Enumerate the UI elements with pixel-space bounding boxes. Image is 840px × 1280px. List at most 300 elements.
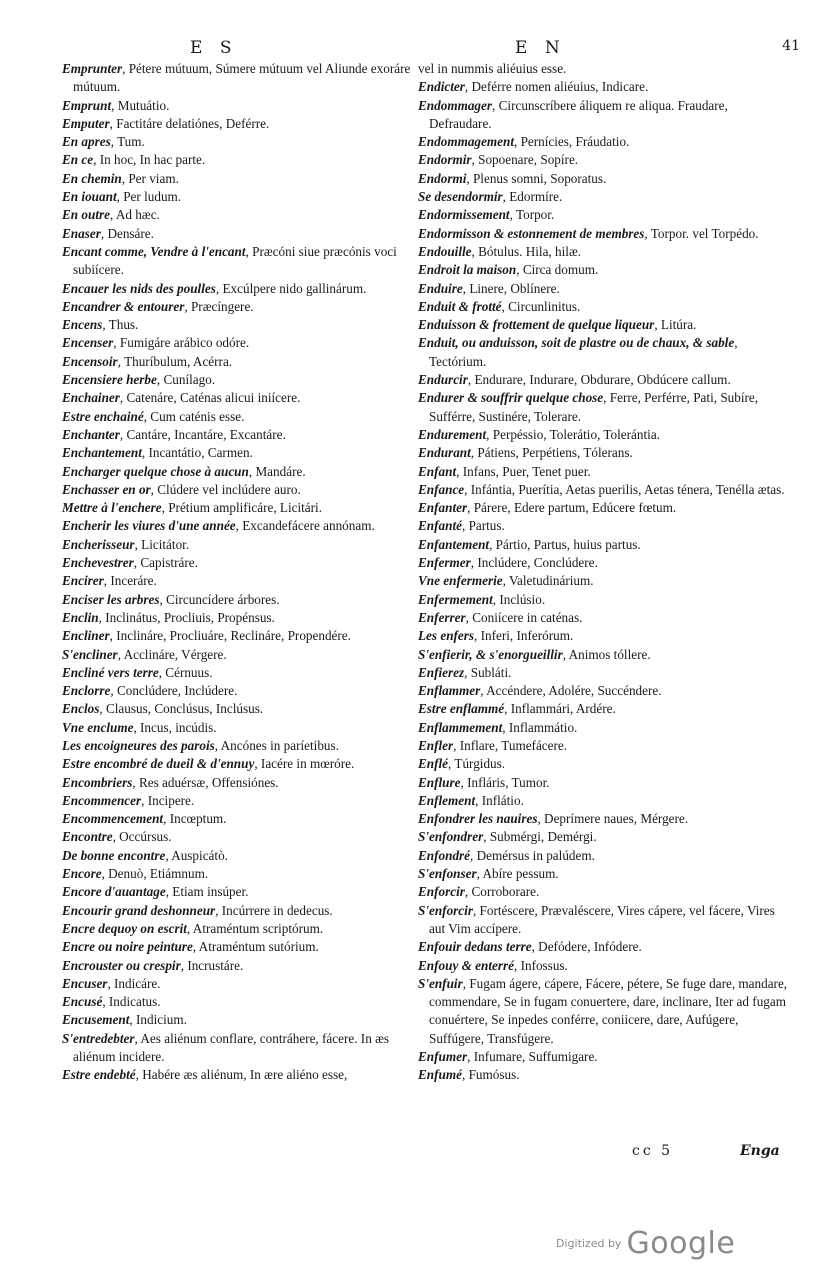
entry-headword: Enfanté bbox=[418, 518, 462, 534]
entry-headword: Endormisson & estonnement de membres bbox=[418, 225, 645, 241]
entry-headword: En chemin bbox=[62, 170, 122, 186]
entry-translation: Linere, Oblínere. bbox=[469, 280, 560, 296]
entry-headword: Enfondré bbox=[418, 847, 471, 863]
dictionary-entry: Encre ou noire peinture, Atraméntum sutórium. bbox=[62, 939, 319, 955]
dictionary-entry: Enchantement, Incantátio, Carmen. bbox=[62, 445, 253, 461]
entry-headword: Enforcir bbox=[418, 884, 465, 900]
entry-translation: Inclúsio. bbox=[499, 591, 546, 607]
entry-translation: Túrgidus. bbox=[454, 756, 506, 772]
entry-headword: En apres bbox=[62, 134, 111, 150]
dictionary-entry: Enfance, Infántia, Puerítia, Aetas puerilis, Aetas ténera, Tenélla ætas. bbox=[418, 481, 785, 497]
entry-translation: Incus, incúdis. bbox=[140, 719, 217, 735]
entry-translation: Inflammátio. bbox=[508, 719, 578, 735]
dictionary-entry: En iouant, Per ludum. bbox=[62, 189, 182, 205]
entry-translation: Res aduérsæ, Offensiónes. bbox=[138, 774, 279, 790]
dictionary-entry: Endurer & souffrir quelque chose, Ferre, Perférre, Pati, Subíre, Sufférre, Sustinére, Tolerare. bbox=[418, 390, 759, 424]
dictionary-entry: Encens, Thus. bbox=[62, 317, 139, 333]
dictionary-entry: Encommencement, Incœptum. bbox=[62, 811, 227, 827]
entry-translation: Conclúdere, Inclúdere. bbox=[116, 683, 238, 699]
entry-headword: Encensiere herbe bbox=[62, 372, 157, 388]
entry-translation: Mutuátio. bbox=[117, 97, 170, 113]
entry-headword: Endormi bbox=[418, 170, 467, 186]
entry-translation: Incantátio, Carmen. bbox=[148, 445, 253, 461]
entry-headword: Encusement bbox=[62, 1012, 130, 1028]
entry-translation: Inclúdere, Conclúdere. bbox=[477, 555, 598, 571]
dictionary-entry: Endommager, Circunscríbere áliquem re aliqua. Fraudare, Defraudare. bbox=[418, 97, 728, 131]
entry-translation: Infántia, Puerítia, Aetas puerilis, Aetas ténera, Tenélla ætas. bbox=[470, 481, 785, 497]
right-column bbox=[418, 60, 792, 1085]
entry-translation: Inferi, Inferórum. bbox=[480, 628, 574, 644]
entry-translation: Indicáre. bbox=[114, 975, 161, 991]
entry-headword: Enfierez bbox=[418, 664, 465, 680]
google-logo: Google bbox=[626, 1226, 736, 1261]
entry-translation: Per ludum. bbox=[123, 189, 182, 205]
entry-translation: Fortéscere, Prævaléscere, Vires cápere, vel fácere, Vires aut Vim accípere. bbox=[429, 902, 775, 936]
entry-headword: Enclos bbox=[62, 701, 100, 717]
dictionary-entry: Encherir les viures d'une année, Excandefácere annónam. bbox=[62, 518, 375, 534]
dictionary-entry: Encant comme, Vendre à l'encant, Præcóni siue præcónis voci subiícere. bbox=[62, 243, 397, 278]
dictionary-entry: Enduire, Linere, Oblínere. bbox=[418, 280, 560, 296]
entry-headword: Encandrer & entourer bbox=[62, 298, 185, 314]
entry-translation: Infumare, Suffumigare. bbox=[473, 1049, 598, 1065]
entry-headword: Emputer bbox=[62, 115, 110, 131]
entry-headword: Enferrer bbox=[418, 609, 466, 625]
watermark-prefix: Digitized by bbox=[556, 1237, 622, 1250]
dictionary-entry: Enfondrer les nauires, Deprímere naues, Mérgere. bbox=[418, 811, 689, 827]
dictionary-entry: Vne enfermerie, Valetudinárium. bbox=[418, 573, 594, 589]
entry-headword: Enchevestrer bbox=[62, 555, 134, 571]
dictionary-entry: En outre, Ad hæc. bbox=[62, 207, 160, 223]
running-head-left: E S bbox=[190, 38, 238, 58]
dictionary-entry: Encusement, Indicium. bbox=[62, 1012, 187, 1028]
dictionary-entry: Endicter, Deférre nomen aliéuius, Indicare. bbox=[418, 79, 649, 95]
entry-headword: En outre bbox=[62, 207, 111, 223]
dictionary-entry: Mettre à l'enchere, Prétium amplificáre, Licitári. bbox=[62, 500, 323, 516]
entry-translation: Torpor. bbox=[515, 207, 555, 223]
dictionary-entry: Enfantement, Pártio, Partus, huius partus. bbox=[418, 536, 641, 552]
entry-translation: Edormíre. bbox=[509, 189, 563, 205]
entry-translation: Thuríbulum, Acérra. bbox=[124, 353, 233, 369]
entry-headword: Endommager bbox=[418, 97, 493, 113]
entry-headword: Endommagement bbox=[418, 134, 514, 150]
entry-translation: Cum caténis esse. bbox=[150, 408, 245, 424]
entry-headword: Enfumé bbox=[418, 1067, 462, 1083]
entry-translation: Infans, Puer, Tenet puer. bbox=[462, 463, 591, 479]
catchword: Enga bbox=[740, 1143, 780, 1159]
entry-translation: Párere, Edere partum, Edúcere fœtum. bbox=[473, 500, 677, 516]
entry-headword: Enfance bbox=[418, 481, 465, 497]
dictionary-entry: Enflure, Infláris, Tumor. bbox=[418, 774, 550, 790]
dictionary-entry: Encenser, Fumigáre arábico odóre. bbox=[62, 335, 250, 351]
entry-translation: Mandáre. bbox=[255, 463, 306, 479]
digitized-watermark bbox=[556, 1226, 735, 1261]
entry-headword: Encauer les nids des poulles bbox=[62, 280, 216, 296]
entry-translation: Inflare, Tumefácere. bbox=[459, 737, 568, 753]
entry-headword: Encuser bbox=[62, 975, 108, 991]
dictionary-entry bbox=[418, 60, 792, 78]
dictionary-entry: Enfondré, Demérsus in palúdem. bbox=[418, 847, 595, 863]
entry-headword: Enfermement bbox=[418, 591, 493, 607]
entry-translation: Thus. bbox=[108, 317, 139, 333]
running-head-right: E N bbox=[515, 38, 566, 58]
entry-translation: Cantáre, Incantáre, Excantáre. bbox=[126, 426, 286, 442]
dictionary-entry: Enfumé, Fumósus. bbox=[418, 1067, 520, 1083]
dictionary-entry: S'enfonser, Abíre pessum. bbox=[418, 866, 559, 882]
entry-translation: Circunlinitus. bbox=[508, 298, 581, 314]
dictionary-entry: Encuser, Indicáre. bbox=[62, 975, 161, 991]
entry-headword: Vne enfermerie bbox=[418, 573, 503, 589]
entry-headword: Encenser bbox=[62, 335, 114, 351]
dictionary-entry: Enfumer, Infumare, Suffumigare. bbox=[418, 1049, 598, 1065]
entry-translation: Accéndere, Adolére, Succéndere. bbox=[486, 683, 662, 699]
dictionary-entry: En apres, Tum. bbox=[62, 134, 145, 150]
entry-translation: Atraméntum sutórium. bbox=[198, 939, 319, 955]
entry-headword: S'entredebter bbox=[62, 1030, 135, 1046]
dictionary-entry: Enclin, Inclinátus, Procliuis, Propénsus. bbox=[62, 609, 275, 625]
dictionary-entry: Enfler, Inflare, Tumefácere. bbox=[418, 737, 568, 753]
dictionary-entry: Enfouy & enterré, Infossus. bbox=[418, 957, 568, 973]
entry-translation: Inflátio. bbox=[481, 792, 524, 808]
entry-translation: Denuò, Etiámnum. bbox=[108, 866, 209, 882]
entry-headword: Vne enclume bbox=[62, 719, 134, 735]
dictionary-entry: Endormisson & estonnement de membres, Torpor. vel Torpédo. bbox=[418, 225, 759, 241]
entry-translation: Incrustáre. bbox=[187, 957, 244, 973]
dictionary-entry: Enfermer, Inclúdere, Conclúdere. bbox=[418, 555, 598, 571]
entry-translation: Corroborare. bbox=[471, 884, 540, 900]
entry-translation: Animos tóllere. bbox=[568, 646, 651, 662]
entry-headword: Endroit la maison bbox=[418, 262, 517, 278]
entry-translation: Præcíngere. bbox=[190, 298, 254, 314]
dictionary-entry: Enduit, ou anduisson, soit de plastre ou de chaux, & sable, Tectórium. bbox=[418, 335, 738, 369]
entry-translation: Indicatus. bbox=[108, 994, 161, 1010]
entry-headword: Enflammer bbox=[418, 683, 481, 699]
entry-translation: Indicium. bbox=[136, 1012, 187, 1028]
dictionary-entry: Estre endebté, Habére æs aliénum, In ære aliéno esse, bbox=[62, 1067, 348, 1083]
entry-headword: Enfant bbox=[418, 463, 457, 479]
entry-headword: Enaser bbox=[62, 225, 101, 241]
dictionary-entry: Encauer les nids des poulles, Excúlpere nido gallinárum. bbox=[62, 280, 367, 296]
entry-headword: Enduire bbox=[418, 280, 463, 296]
entry-translation: Pátiens, Perpétiens, Tólerans. bbox=[477, 445, 633, 461]
entry-translation: Litúra. bbox=[660, 317, 697, 333]
entry-headword: S'enfuir bbox=[418, 975, 463, 991]
entry-headword: Encrouster ou crespir bbox=[62, 957, 181, 973]
dictionary-entry: En chemin, Per viam. bbox=[62, 170, 179, 186]
dictionary-entry: Enfanter, Párere, Edere partum, Edúcere fœtum. bbox=[418, 500, 677, 516]
dictionary-entry: Enflement, Inflátio. bbox=[418, 792, 524, 808]
dictionary-entry: Endormir, Sopoenare, Sopíre. bbox=[418, 152, 579, 168]
dictionary-entry: Emputer, Factitáre delatiónes, Deférre. bbox=[62, 115, 270, 131]
entry-headword: Encharger quelque chose à aucun bbox=[62, 463, 249, 479]
entry-headword: Endouille bbox=[418, 243, 472, 259]
entry-translation: Partus. bbox=[468, 518, 505, 534]
dictionary-entry: Enchanter, Cantáre, Incantáre, Excantáre. bbox=[62, 426, 286, 442]
entry-headword: Enfumer bbox=[418, 1049, 468, 1065]
dictionary-entry: Enchasser en or, Clúdere vel inclúdere auro. bbox=[62, 481, 301, 497]
entry-translation: Atraméntum scriptórum. bbox=[192, 920, 324, 936]
entry-translation: Aes aliénum conflare, contráhere, fácere. In æs aliénum incidere. bbox=[73, 1030, 390, 1065]
entry-headword: Enfondrer les nauires bbox=[418, 811, 538, 827]
dictionary-entry: Enduisson & frottement de quelque liqueur, Litúra. bbox=[418, 317, 697, 333]
entry-translation: Circa domum. bbox=[522, 262, 599, 278]
entry-headword: Endormissement bbox=[418, 207, 510, 223]
dictionary-entry: Encore, Denuò, Etiámnum. bbox=[62, 866, 209, 882]
dictionary-entry: Les encoigneures des parois, Ancónes in paríetibus. bbox=[62, 737, 339, 753]
entry-translation: Fumigáre arábico odóre. bbox=[119, 335, 250, 351]
entry-translation: vel in nummis aliéuius esse. bbox=[418, 61, 567, 76]
entry-translation: Acclináre, Vérgere. bbox=[123, 646, 227, 662]
dictionary-entry: Estre enchainé, Cum caténis esse. bbox=[62, 408, 245, 424]
dictionary-entry: Endormi, Plenus somni, Soporatus. bbox=[418, 170, 607, 186]
entry-headword: Estre enflammé bbox=[418, 701, 505, 717]
entry-translation: Valetudinárium. bbox=[508, 573, 594, 589]
dictionary-entry: En ce, In hoc, In hac parte. bbox=[62, 152, 206, 168]
entry-headword: S'enfonser bbox=[418, 866, 477, 882]
dictionary-entry: Enduit & frotté, Circunlinitus. bbox=[418, 298, 581, 314]
entry-headword: Enduit & frotté bbox=[418, 298, 502, 314]
dictionary-entry: Enferrer, Coniícere in caténas. bbox=[418, 609, 583, 625]
entry-translation: Infossus. bbox=[520, 957, 568, 973]
entry-headword: S'enfondrer bbox=[418, 829, 484, 845]
entry-headword: Enflé bbox=[418, 756, 449, 772]
entry-translation: Auspicátò. bbox=[171, 847, 228, 863]
dictionary-entry: Encirer, Inceráre. bbox=[62, 573, 157, 589]
entry-translation: Inclináre, Procliuáre, Reclináre, Propendére. bbox=[116, 628, 351, 644]
entry-translation: Plenus somni, Soporatus. bbox=[472, 170, 607, 186]
entry-translation: Sopoenare, Sopíre. bbox=[478, 152, 579, 168]
entry-headword: Emprunter bbox=[62, 61, 123, 76]
dictionary-entry: Encandrer & entourer, Præcíngere. bbox=[62, 298, 254, 314]
entry-translation: Infláris, Tumor. bbox=[467, 774, 550, 790]
entry-translation: Inflammári, Ardére. bbox=[510, 701, 616, 717]
entry-translation: Pétere mútuum, Súmere mútuum vel Aliunde exoráre mútuum. bbox=[73, 61, 411, 95]
entry-translation: Inceráre. bbox=[110, 573, 157, 589]
entry-headword: Encliner bbox=[62, 628, 110, 644]
entry-headword: Enfouy & enterré bbox=[418, 957, 514, 973]
entry-translation: Fugam ágere, cápere, Fácere, pétere, Se fuge dare, mandare, commendare, Se in fugam conuertere, dare, inclinare, Iter ad fugam conuértere, Se inpedes conférre, coniicere, dare, Aufúgere, Suffúgere, Transfúgere. bbox=[429, 975, 788, 1046]
entry-translation: Licitátor. bbox=[141, 536, 190, 552]
entry-translation: Abíre pessum. bbox=[482, 866, 559, 882]
entry-translation: Cunílago. bbox=[163, 372, 216, 388]
entry-headword: Enchainer bbox=[62, 390, 120, 406]
entry-headword: Encommencement bbox=[62, 811, 164, 827]
dictionary-entry: Enflammement, Inflammátio. bbox=[418, 719, 578, 735]
entry-headword: Emprunt bbox=[62, 97, 112, 113]
entry-headword: Enciser les arbres bbox=[62, 591, 160, 607]
entry-translation: Incœptum. bbox=[169, 811, 227, 827]
entry-translation: Pernícies, Fráudatio. bbox=[520, 134, 630, 150]
entry-translation: Deférre nomen aliéuius, Indicare. bbox=[471, 79, 649, 95]
entry-headword: Enduisson & frottement de quelque liqueur bbox=[418, 317, 655, 333]
dictionary-entry: Vne enclume, Incus, incúdis. bbox=[62, 719, 217, 735]
dictionary-entry: Enfierez, Subláti. bbox=[418, 664, 512, 680]
dictionary-entry: Encensoir, Thuríbulum, Acérra. bbox=[62, 353, 233, 369]
entry-translation: Torpor. vel Torpédo. bbox=[650, 225, 759, 241]
entry-headword: Encherisseur bbox=[62, 536, 135, 552]
entry-translation: Ferre, Perférre, Pati, Subíre, Sufférre, Sustinére, Tolerare. bbox=[429, 390, 759, 424]
dictionary-entry: S'enforcir, Fortéscere, Prævaléscere, Vires cápere, vel fácere, Vires aut Vim accípere. bbox=[418, 902, 775, 936]
dictionary-entry: Enfouir dedans terre, Defódere, Infódere. bbox=[418, 939, 642, 955]
entry-headword: Enfantement bbox=[418, 536, 490, 552]
dictionary-entry: Enclos, Clausus, Conclúsus, Inclúsus. bbox=[62, 701, 264, 717]
entry-translation: Inclinátus, Procliuis, Propénsus. bbox=[105, 609, 275, 625]
dictionary-entry: Endroit la maison, Circa domum. bbox=[418, 262, 599, 278]
entry-headword: Estre encombré de dueil & d'ennuy bbox=[62, 756, 255, 772]
entry-headword: Les encoigneures des parois bbox=[62, 737, 215, 753]
entry-headword: Encherir les viures d'une année bbox=[62, 518, 236, 534]
dictionary-entry: Endouille, Bótulus. Hila, hilæ. bbox=[418, 243, 582, 259]
entry-translation: Prétium amplificáre, Licitári. bbox=[168, 500, 323, 516]
entry-headword: Encore d'auantage bbox=[62, 884, 166, 900]
dictionary-entry: S'entredebter, Aes aliénum conflare, contráhere, fácere. In æs aliénum incidere. bbox=[62, 1030, 390, 1065]
dictionary-entry: Enfermement, Inclúsio. bbox=[418, 591, 546, 607]
dictionary-entry: Endurement, Perpéssio, Tolerátio, Tolerántia. bbox=[418, 426, 660, 442]
dictionary-entry: Encombriers, Res aduérsæ, Offensiónes. bbox=[62, 774, 279, 790]
entry-translation: Pártio, Partus, huius partus. bbox=[495, 536, 641, 552]
entry-headword: Encore bbox=[62, 866, 102, 882]
entry-translation: Submérgi, Demérgi. bbox=[489, 829, 597, 845]
entry-headword: Encensoir bbox=[62, 353, 118, 369]
entry-translation: Habére æs aliénum, In ære aliéno esse, bbox=[142, 1067, 348, 1083]
entry-headword: En iouant bbox=[62, 189, 117, 205]
dictionary-entry: Enciser les arbres, Circuncídere árbores. bbox=[62, 591, 280, 607]
entry-headword: Enduit, ou anduisson, soit de plastre ou de chaux, & sable bbox=[418, 335, 735, 351]
entry-headword: Enfouir dedans terre bbox=[418, 939, 532, 955]
entry-headword: Encusé bbox=[62, 994, 103, 1010]
entry-headword: Encontre bbox=[62, 829, 113, 845]
dictionary-entry: S'enfierir, & s'enorgueillir, Animos tóllere. bbox=[418, 646, 651, 662]
entry-headword: Endurer & souffrir quelque chose bbox=[418, 390, 604, 406]
left-column bbox=[62, 60, 414, 1085]
entry-translation: Iacére in mœróre. bbox=[260, 756, 355, 772]
entry-headword: Enchasser en or bbox=[62, 481, 151, 497]
dictionary-entry: Endormissement, Torpor. bbox=[418, 207, 555, 223]
dictionary-entry: Enflé, Túrgidus. bbox=[418, 756, 506, 772]
dictionary-entry: Encherisseur, Licitátor. bbox=[62, 536, 190, 552]
entry-translation: Per viam. bbox=[128, 170, 179, 186]
entry-translation: Defódere, Infódere. bbox=[538, 939, 642, 955]
page-number: 41 bbox=[782, 38, 800, 54]
entry-headword: Endormir bbox=[418, 152, 472, 168]
dictionary-entry: Estre enflammé, Inflammári, Ardére. bbox=[418, 701, 616, 717]
entry-headword: De bonne encontre bbox=[62, 847, 166, 863]
dictionary-entry: Emprunter, Pétere mútuum, Súmere mútuum vel Aliunde exoráre mútuum. bbox=[62, 61, 411, 95]
entry-headword: Les enfers bbox=[418, 628, 475, 644]
dictionary-entry: S'encliner, Acclináre, Vérgere. bbox=[62, 646, 227, 662]
entry-translation: Demérsus in palúdem. bbox=[476, 847, 595, 863]
dictionary-entry: Emprunt, Mutuátio. bbox=[62, 97, 170, 113]
entry-headword: Encommencer bbox=[62, 792, 142, 808]
entry-translation: In hoc, In hac parte. bbox=[99, 152, 206, 168]
dictionary-entry: Encontre, Occúrsus. bbox=[62, 829, 172, 845]
entry-translation: Bótulus. Hila, hilæ. bbox=[478, 243, 582, 259]
entry-headword: Mettre à l'enchere bbox=[62, 500, 162, 516]
dictionary-entry: Encre dequoy on escrit, Atraméntum scriptórum. bbox=[62, 920, 324, 936]
entry-headword: Se desendormir bbox=[418, 189, 503, 205]
entry-translation: Densáre. bbox=[107, 225, 154, 241]
dictionary-entry: Enflammer, Accéndere, Adolére, Succéndere. bbox=[418, 683, 662, 699]
entry-headword: En ce bbox=[62, 152, 94, 168]
entry-translation: Catenáre, Caténas alicui iniícere. bbox=[126, 390, 301, 406]
entry-headword: Enchanter bbox=[62, 426, 120, 442]
entry-translation: Incúrrere in dedecus. bbox=[221, 902, 333, 918]
entry-headword: Encre ou noire peinture bbox=[62, 939, 193, 955]
entry-headword: Enfanter bbox=[418, 500, 468, 516]
entry-headword: Encirer bbox=[62, 573, 104, 589]
entry-translation: Excandefácere annónam. bbox=[242, 518, 375, 534]
entry-translation: Subláti. bbox=[470, 664, 512, 680]
dictionary-entry: Encourir grand deshonneur, Incúrrere in dedecus. bbox=[62, 902, 333, 918]
entry-translation: Perpéssio, Tolerátio, Tolerántia. bbox=[492, 426, 660, 442]
entry-headword: Encliné vers terre bbox=[62, 664, 159, 680]
entry-translation: Excúlpere nido gallinárum. bbox=[222, 280, 367, 296]
entry-translation: Cérnuus. bbox=[165, 664, 213, 680]
dictionary-entry: Enchainer, Catenáre, Caténas alicui iniícere. bbox=[62, 390, 301, 406]
entry-headword: Endicter bbox=[418, 79, 465, 95]
dictionary-entry: Encore d'auantage, Etiam insúper. bbox=[62, 884, 249, 900]
dictionary-entry: Endurant, Pátiens, Perpétiens, Tólerans. bbox=[418, 445, 633, 461]
signature-mark: cc 5 bbox=[632, 1143, 674, 1159]
entry-translation: Occúrsus. bbox=[119, 829, 172, 845]
entry-headword: Enflement bbox=[418, 792, 476, 808]
entry-translation: Ancónes in paríetibus. bbox=[220, 737, 339, 753]
entry-translation: Deprímere naues, Mérgere. bbox=[544, 811, 689, 827]
entry-headword: Enfermer bbox=[418, 555, 471, 571]
entry-headword: Encens bbox=[62, 317, 103, 333]
entry-headword: Encant comme, Vendre à l'encant bbox=[62, 243, 246, 259]
entry-translation: Circunscríbere áliquem re aliqua. Fraudare, Defraudare. bbox=[429, 97, 728, 131]
dictionary-entry: Encommencer, Incipere. bbox=[62, 792, 195, 808]
entry-translation: Clúdere vel inclúdere auro. bbox=[157, 481, 301, 497]
entry-headword: Endurcir bbox=[418, 372, 468, 388]
entry-translation: Incipere. bbox=[147, 792, 195, 808]
entry-translation: Capistráre. bbox=[140, 555, 198, 571]
dictionary-entry: Enfanté, Partus. bbox=[418, 518, 505, 534]
entry-translation: Circuncídere árbores. bbox=[166, 591, 280, 607]
dictionary-entry: Encrouster ou crespir, Incrustáre. bbox=[62, 957, 244, 973]
dictionary-entry: Encensiere herbe, Cunílago. bbox=[62, 372, 216, 388]
entry-headword: Endurement bbox=[418, 426, 487, 442]
entry-headword: Estre enchainé bbox=[62, 408, 144, 424]
entry-translation: Fumósus. bbox=[468, 1067, 520, 1083]
dictionary-entry: Les enfers, Inferi, Inferórum. bbox=[418, 628, 574, 644]
dictionary-entry: Encharger quelque chose à aucun, Mandáre. bbox=[62, 463, 306, 479]
dictionary-entry: Encliner, Inclináre, Procliuáre, Reclináre, Propendére. bbox=[62, 628, 351, 644]
entry-headword: Enclorre bbox=[62, 683, 111, 699]
entry-translation: Præcóni siue præcónis voci subiícere. bbox=[73, 243, 397, 278]
dictionary-entry: Enclorre, Conclúdere, Inclúdere. bbox=[62, 683, 238, 699]
entry-headword: Enflammement bbox=[418, 719, 503, 735]
entry-headword: S'enfierir, & s'enorgueillir bbox=[418, 646, 563, 662]
entry-translation: Factitáre delatiónes, Deférre. bbox=[116, 115, 270, 131]
dictionary-entry: Endurcir, Endurare, Indurare, Obdurare, Obdúcere callum. bbox=[418, 372, 731, 388]
dictionary-entry: Endommagement, Pernícies, Fráudatio. bbox=[418, 134, 630, 150]
dictionary-entry: Encliné vers terre, Cérnuus. bbox=[62, 664, 213, 680]
entry-translation: Tectórium. bbox=[429, 353, 487, 369]
entry-headword: Endurant bbox=[418, 445, 471, 461]
entry-headword: Enfler bbox=[418, 737, 454, 753]
entry-translation: Ad hæc. bbox=[115, 207, 160, 223]
entry-translation: Tum. bbox=[117, 134, 145, 150]
entry-translation: Endurare, Indurare, Obdurare, Obdúcere callum. bbox=[474, 372, 731, 388]
entry-headword: Enclin bbox=[62, 609, 99, 625]
entry-headword: Encombriers bbox=[62, 774, 133, 790]
dictionary-entry: S'enfuir, Fugam ágere, cápere, Fácere, pétere, Se fuge dare, mandare, commendare, Se in fugam conuertere, dare, inclinare, Iter ad fugam conuértere, Se inpedes conférre, coniicere, dare, Aufúgere, Suffúgere, Transfúgere. bbox=[418, 975, 788, 1046]
dictionary-entry: Enaser, Densáre. bbox=[62, 225, 154, 241]
entry-translation: Coniícere in caténas. bbox=[472, 609, 583, 625]
dictionary-entry: Encusé, Indicatus. bbox=[62, 994, 161, 1010]
dictionary-entry: S'enfondrer, Submérgi, Demérgi. bbox=[418, 829, 597, 845]
